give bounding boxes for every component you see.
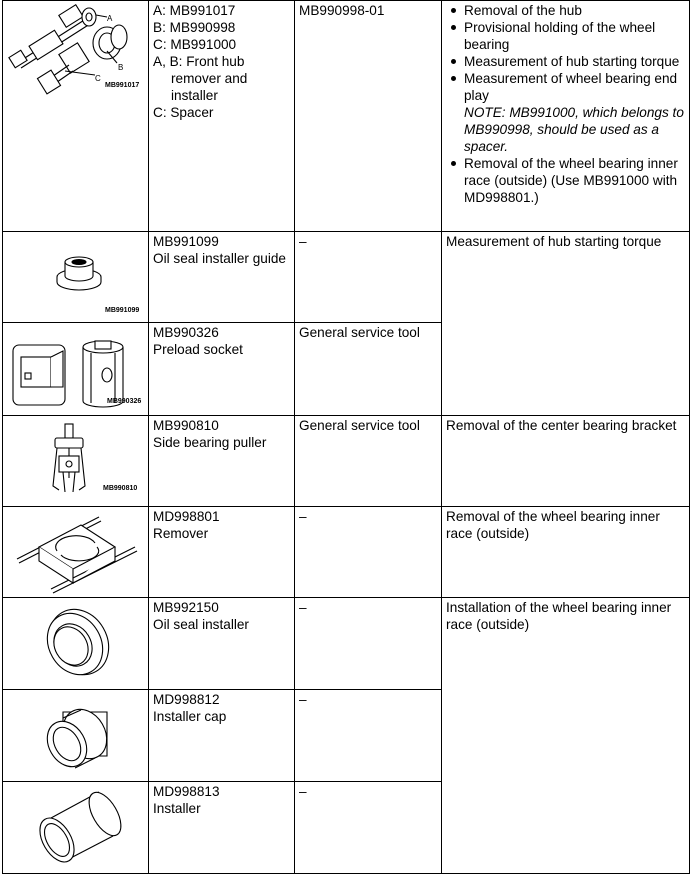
tool-number-cell: MD998801 Remover	[149, 507, 295, 598]
supersession-cell: –	[295, 232, 442, 323]
image-code: MB990326	[107, 398, 142, 405]
tool-number-cell: MB991099 Oil seal installer guide	[149, 232, 295, 323]
application-cell: Removal of the center bearing bracket	[442, 416, 690, 507]
tool-number-cell: MD998813 Installer	[149, 782, 295, 874]
table-row	[3, 416, 690, 507]
list-item: Measurement of wheel bearing end play	[446, 70, 686, 104]
tool-number-cell: MB990326 Preload socket	[149, 323, 295, 416]
list-item: Removal of the wheel bearing inner race (outside) (Use MB991000 with MD998801.)	[446, 155, 686, 206]
installer-cap-illustration	[3, 690, 149, 782]
table-row	[3, 507, 690, 598]
tool-image-cell	[3, 232, 149, 323]
tool-number-cell: MB992150 Oil seal installer	[149, 598, 295, 690]
table-row	[3, 232, 690, 323]
image-code: MB990810	[103, 485, 138, 492]
tool-image-cell	[3, 323, 149, 416]
tool-image-cell	[3, 782, 149, 874]
application-cell: Measurement of hub starting torque	[442, 232, 690, 416]
application-cell: Removal of the wheel bearing inner race (outside)	[442, 507, 690, 598]
supersession-cell: General service tool	[295, 416, 442, 507]
special-tools-table	[2, 0, 690, 874]
tool-image-cell	[3, 416, 149, 507]
list-item: Provisional holding of the wheel bearing	[446, 19, 686, 53]
supersession-cell: –	[295, 782, 442, 874]
tool-image-cell	[3, 507, 149, 598]
image-code: MB991017	[105, 82, 140, 89]
supersession-cell: –	[295, 507, 442, 598]
tool-image-cell	[3, 690, 149, 782]
image-code: MB991099	[105, 307, 140, 314]
tool-number-cell: A: MB991017 B: MB990998 C: MB991000 A, B: Front hub remover and installer C: Spacer	[149, 1, 295, 232]
table-row	[3, 598, 690, 690]
supersession-cell: –	[295, 690, 442, 782]
note-text: NOTE: MB991000, which belongs to MB990998, should be used as a spacer.	[464, 105, 684, 154]
application-cell	[442, 1, 690, 232]
preload-socket-illustration	[3, 323, 149, 416]
front-hub-remover-illustration	[3, 1, 149, 232]
tool-number-cell: MB990810 Side bearing puller	[149, 416, 295, 507]
tool-number-cell: MD998812 Installer cap	[149, 690, 295, 782]
application-cell: Installation of the wheel bearing inner race (outside)	[442, 598, 690, 874]
installer-illustration	[3, 782, 149, 874]
tool-image-cell	[3, 598, 149, 690]
remover-illustration	[3, 507, 149, 598]
label-c: C	[95, 74, 101, 83]
tool-image-cell	[3, 1, 149, 232]
table-row	[3, 1, 690, 232]
supersession-cell: –	[295, 598, 442, 690]
label-b: B	[118, 63, 124, 72]
label-a: A	[107, 14, 113, 23]
side-bearing-puller-illustration	[3, 416, 149, 507]
oil-seal-installer-guide-illustration	[3, 232, 149, 323]
list-item: Measurement of hub starting torque	[446, 53, 686, 70]
supersession-cell: MB990998-01	[295, 1, 442, 232]
supersession-cell: General service tool	[295, 323, 442, 416]
list-item: Removal of the hub	[446, 2, 686, 19]
oil-seal-installer-illustration	[3, 598, 149, 690]
